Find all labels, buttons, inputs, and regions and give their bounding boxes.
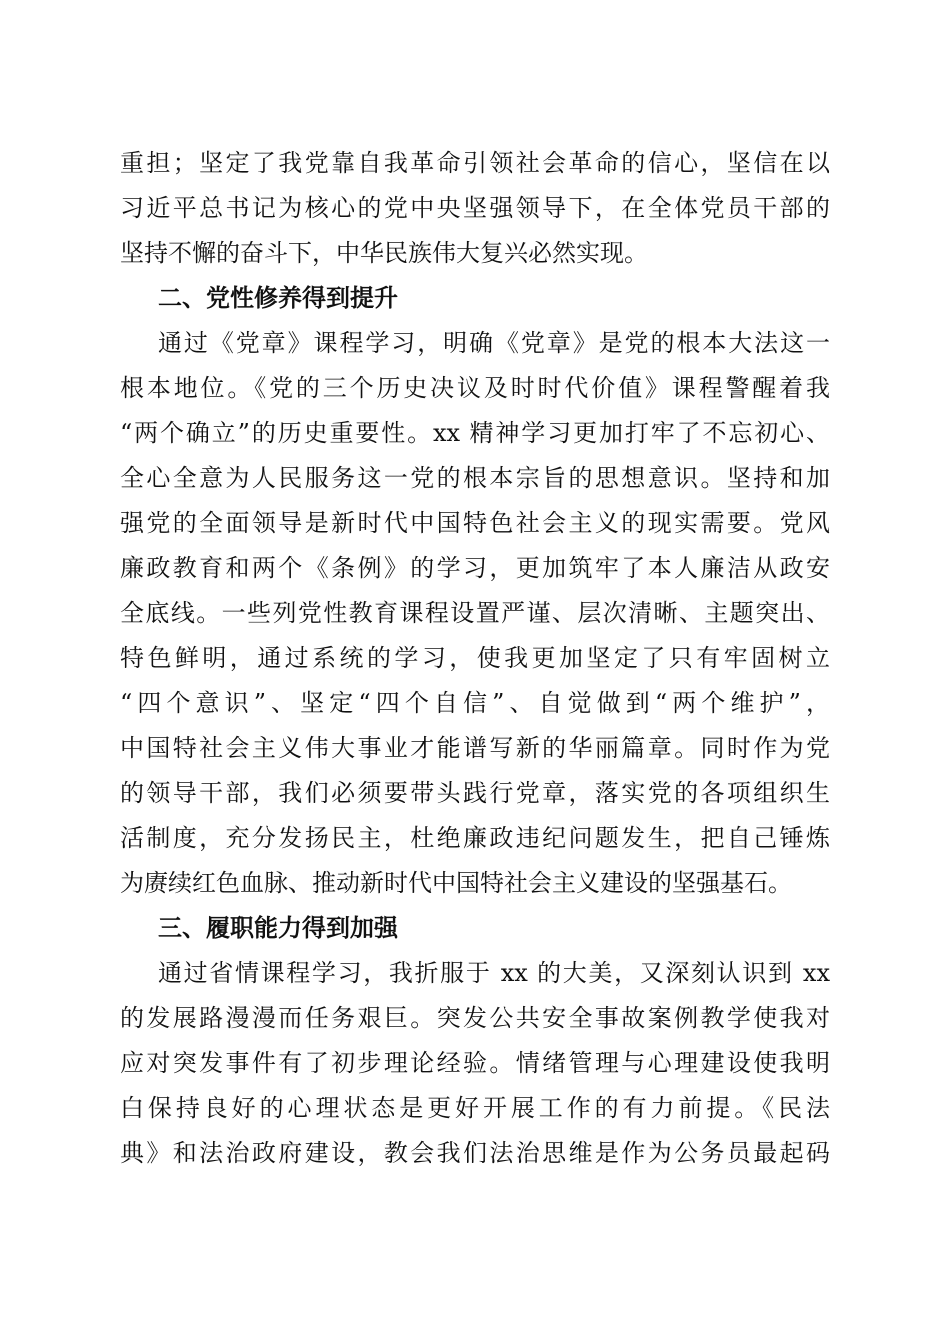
text-line: 为赓续红色血脉、推动新时代中国特社会主义建设的坚强基石。 — [120, 869, 792, 897]
text-line: 根本地位。《党的三个历史决议及时时代价值》课程警醒着我 — [120, 374, 830, 402]
text-line: 通过《党章》课程学习，明确《党章》是党的根本大法这一 — [158, 329, 830, 357]
text-line: 习近平总书记为核心的党中央坚强领导下，在全体党员干部的 — [120, 194, 830, 222]
text-line: 中国特社会主义伟大事业才能谱写新的华丽篇章。同时作为党 — [120, 734, 830, 762]
text-line: 的发展路漫漫而任务艰巨。突发公共安全事故案例教学使我对 — [120, 1004, 830, 1032]
text-line: 应对突发事件有了初步理论经验。情绪管理与心理建设使我明 — [120, 1049, 830, 1077]
text-line: 特色鲜明，通过系统的学习，使我更加坚定了只有牢固树立 — [120, 644, 830, 672]
paragraph-capability — [120, 951, 830, 1176]
text-line: 典》和法治政府建设，教会我们法治思维是作为公务员最起码 — [120, 1139, 830, 1167]
text-line: 重担；坚定了我党靠自我革命引领社会革命的信心，坚信在以 — [120, 149, 830, 177]
text-line: 廉政教育和两个《条例》的学习，更加筑牢了本人廉洁从政安 — [120, 554, 830, 582]
section-heading-capability: 三、履职能力得到加强 — [158, 914, 398, 942]
text-line: 的领导干部，我们必须要带头践行党章，落实党的各项组织生 — [120, 779, 830, 807]
text-line: “四个意识”、坚定“四个自信”、自觉做到“两个维护”， — [120, 689, 830, 717]
section-heading-party-spirit: 二、党性修养得到提升 — [158, 284, 398, 312]
paragraph-party-spirit — [120, 321, 830, 906]
text-line: 坚持不懈的奋斗下，中华民族伟大复兴必然实现。 — [120, 239, 648, 267]
text-line: 全底线。一些列党性教育课程设置严谨、层次清晰、主题突出、 — [120, 599, 830, 627]
paragraph-continued — [120, 141, 830, 276]
text-line: 白保持良好的心理状态是更好开展工作的有力前提。《民法 — [120, 1094, 830, 1122]
text-line: 通过省情课程学习，我折服于 xx 的大美，又深刻认识到 xx — [158, 959, 830, 987]
text-line: 全心全意为人民服务这一党的根本宗旨的思想意识。坚持和加 — [120, 464, 830, 492]
text-line: 强党的全面领导是新时代中国特色社会主义的现实需要。党风 — [120, 509, 830, 537]
text-line: 活制度，充分发扬民主，杜绝廉政违纪问题发生，把自己锤炼 — [120, 824, 830, 852]
document-body — [120, 141, 830, 1176]
text-line: “两个确立”的历史重要性。xx 精神学习更加打牢了不忘初心、 — [120, 419, 830, 447]
